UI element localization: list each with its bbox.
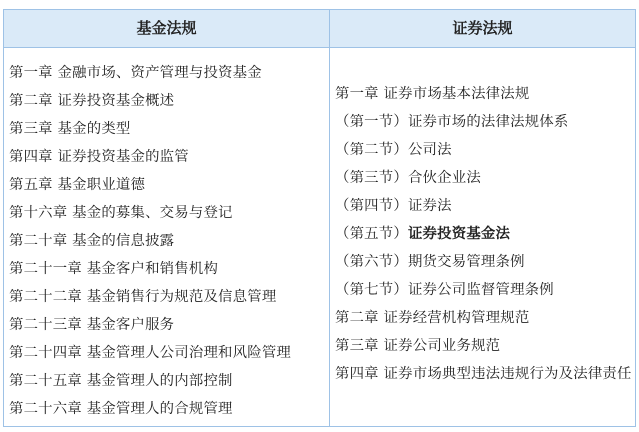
list-item: （第七节）证券公司监督管理条例 <box>335 282 554 298</box>
highlighted-title: 证券投资基金法 <box>407 226 511 242</box>
list-item: （第六节）期货交易管理条例 <box>335 254 525 270</box>
list-item: 第二十六章 基金管理人的合规管理 <box>9 401 233 417</box>
list-item: 第二十五章 基金管理人的内部控制 <box>9 373 233 389</box>
list-item: 第一章 证券市场基本法律法规 <box>335 86 530 102</box>
list-item: 第二章 证券经营机构管理规范 <box>335 310 530 326</box>
list-item: 第一章 金融市场、资产管理与投资基金 <box>9 65 262 81</box>
list-item: 第二章 证券投资基金概述 <box>9 93 175 109</box>
header-securities-regulations: 证券法规 <box>452 19 513 37</box>
list-item: 第二十二章 基金销售行为规范及信息管理 <box>9 289 277 305</box>
list-item-prefix: （第五节） <box>335 226 408 242</box>
list-item: 第四章 证券投资基金的监管 <box>9 149 189 165</box>
list-item: （第一节）证券市场的法律法规体系 <box>335 114 569 130</box>
list-item: 第十六章 基金的募集、交易与登记 <box>9 205 233 221</box>
table-header-row <box>4 10 635 48</box>
list-item: （第三节）合伙企业法 <box>335 170 481 186</box>
list-item: （第二节）公司法 <box>335 142 452 158</box>
regulations-table <box>3 9 636 427</box>
list-item: （第四节）证券法 <box>335 198 452 214</box>
list-item: 第二十章 基金的信息披露 <box>9 233 175 249</box>
header-fund-regulations: 基金法规 <box>136 19 197 37</box>
list-item: 第三章 证券公司业务规范 <box>335 338 501 354</box>
list-item: 第五章 基金职业道德 <box>9 177 146 193</box>
list-item: 第二十一章 基金客户和销售机构 <box>9 261 219 277</box>
column-divider <box>329 10 330 426</box>
list-item: 第四章 证券市场典型违法违规行为及法律责任 <box>335 366 632 382</box>
list-item: 第二十四章 基金管理人公司治理和风险管理 <box>9 345 291 361</box>
securities-regulations-column <box>335 80 633 388</box>
list-item: 第二十三章 基金客户服务 <box>9 317 175 333</box>
fund-regulations-column <box>9 59 325 423</box>
list-item: 第三章 基金的类型 <box>9 121 131 137</box>
list-item <box>335 220 633 248</box>
